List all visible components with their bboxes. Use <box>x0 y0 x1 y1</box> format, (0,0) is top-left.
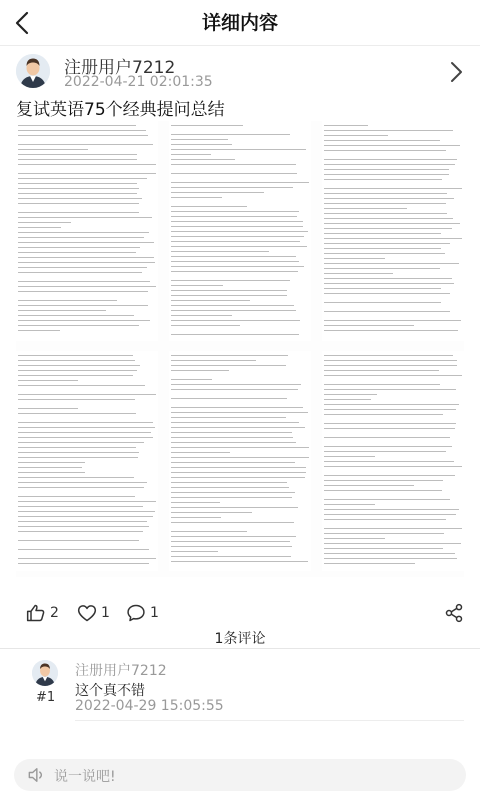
comment-count-label: 1条评论 <box>214 631 266 647</box>
document-text-line <box>18 394 156 395</box>
document-text-line <box>18 399 135 400</box>
document-text-line <box>171 216 297 217</box>
document-text-line <box>171 251 269 252</box>
document-text-line <box>18 222 71 223</box>
document-text-line <box>324 409 456 410</box>
document-text-line <box>171 295 287 296</box>
document-text-line <box>18 375 133 376</box>
heart-icon <box>77 603 97 623</box>
document-text-line <box>171 261 299 262</box>
document-text-line <box>18 193 137 194</box>
document-text-line <box>324 394 377 395</box>
post-title: 复试英语75个经典提问总结 <box>16 100 225 120</box>
document-page <box>16 121 158 341</box>
document-text-line <box>171 442 296 443</box>
document-text-line <box>18 232 149 233</box>
document-text-line <box>171 561 308 562</box>
document-text-line <box>171 134 290 135</box>
document-text-line <box>324 288 441 289</box>
document-text-line <box>171 389 298 390</box>
document-text-line <box>324 233 441 234</box>
document-text-line <box>18 149 88 150</box>
document-text-line <box>18 442 144 443</box>
document-text-line <box>18 563 149 564</box>
divider <box>0 648 480 649</box>
document-text-line <box>171 300 250 301</box>
document-text-line <box>324 365 457 366</box>
document-text-line <box>18 427 155 428</box>
comment-item <box>0 660 480 750</box>
document-text-line <box>171 246 307 247</box>
document-text-line <box>171 398 287 399</box>
document-text-line <box>324 253 445 254</box>
document-text-line <box>324 302 441 303</box>
document-text-line <box>18 267 147 268</box>
document-text-line <box>324 548 443 549</box>
document-text-line <box>18 247 140 248</box>
document-text-line <box>171 427 305 428</box>
document-text-line <box>18 203 139 204</box>
document-text-line <box>18 217 152 218</box>
document-text-line <box>18 506 143 507</box>
document-text-line <box>171 507 298 508</box>
document-text-line <box>18 487 144 488</box>
document-text-line <box>324 330 458 331</box>
document-text-line <box>18 262 155 263</box>
document-text-line <box>324 485 414 486</box>
comment-bubble-icon <box>126 603 146 623</box>
document-text-line <box>18 408 78 409</box>
document-text-line <box>324 451 446 452</box>
document-text-line <box>171 512 252 513</box>
document-text-line <box>18 252 136 253</box>
document-text-line <box>324 203 446 204</box>
document-text-line <box>171 125 243 126</box>
document-text-line <box>18 154 137 155</box>
document-text-line <box>171 305 294 306</box>
document-text-line <box>18 526 149 527</box>
share-button[interactable] <box>444 600 464 626</box>
document-text-line <box>324 159 457 160</box>
post-timestamp: 2022-04-21 02:01:35 <box>64 74 213 90</box>
favorite-count: 1 <box>101 605 110 621</box>
document-text-line <box>171 365 286 366</box>
document-text-line <box>324 273 393 274</box>
document-text-line <box>18 558 156 559</box>
document-text-line <box>18 125 136 126</box>
document-text-line <box>18 549 149 550</box>
document-text-line <box>171 211 299 212</box>
document-text-line <box>324 533 444 534</box>
document-text-line <box>324 248 441 249</box>
document-text-line <box>324 278 452 279</box>
document-text-line <box>324 293 450 294</box>
document-text-line <box>324 213 447 214</box>
document-text-line <box>324 437 450 438</box>
document-text-line <box>171 412 308 413</box>
document-text-line <box>18 467 82 468</box>
document-text-line <box>324 423 456 424</box>
document-text-line <box>324 504 375 505</box>
document-page <box>16 351 158 571</box>
document-text-line <box>18 281 150 282</box>
document-text-line <box>18 320 150 321</box>
document-text-line <box>18 511 155 512</box>
comment-author[interactable]: 注册用户7212 <box>75 663 167 679</box>
document-text-line <box>171 266 304 267</box>
document-text-line <box>324 188 462 189</box>
document-text-line <box>18 501 156 502</box>
document-text-line <box>171 407 303 408</box>
document-text-line <box>324 490 442 491</box>
comment-avatar[interactable] <box>32 660 58 686</box>
document-text-line <box>171 447 309 448</box>
document-text-line <box>171 290 287 291</box>
document-text-line <box>324 428 455 429</box>
document-text-line <box>171 437 293 438</box>
avatar[interactable] <box>16 54 50 88</box>
document-text-line <box>18 521 147 522</box>
document-text-line <box>324 543 461 544</box>
document-text-line <box>171 256 296 257</box>
post-author-row[interactable] <box>0 52 480 94</box>
document-text-line <box>18 310 106 311</box>
comment-text: 这个真不错 <box>75 683 145 699</box>
document-text-line <box>171 467 306 468</box>
document-text-line <box>171 472 306 473</box>
document-text-line <box>171 379 212 380</box>
page-title: 详细内容 <box>201 12 278 34</box>
document-text-line <box>171 280 290 281</box>
document-text-line <box>324 499 450 500</box>
document-text-line <box>18 325 139 326</box>
document-text-line <box>171 536 296 537</box>
document-text-line <box>171 360 256 361</box>
document-text-line <box>171 206 247 207</box>
document-text-line <box>171 497 292 498</box>
document-text-line <box>324 228 452 229</box>
document-text-line <box>324 558 457 559</box>
document-text-line <box>171 236 304 237</box>
document-text-line <box>171 482 287 483</box>
document-text-line <box>18 183 137 184</box>
document-text-line <box>171 522 294 523</box>
document-text-line <box>324 208 407 209</box>
document-text-line <box>18 315 134 316</box>
document-text-line <box>18 413 136 414</box>
document-text-line <box>324 130 453 131</box>
document-text-line <box>324 145 460 146</box>
document-text-line <box>171 154 211 155</box>
document-text-line <box>18 130 146 131</box>
document-text-line <box>171 226 303 227</box>
document-text-line <box>18 164 156 165</box>
document-text-line <box>324 125 368 126</box>
document-text-line <box>324 384 440 385</box>
document-text-line <box>324 514 456 515</box>
document-text-line <box>171 173 297 174</box>
document-text-line <box>18 472 85 473</box>
document-page <box>169 121 311 341</box>
document-text-line <box>18 360 135 361</box>
document-text-line <box>171 546 292 547</box>
document-text-line <box>18 188 139 189</box>
document-text-line <box>324 164 455 165</box>
document-text-line <box>18 432 151 433</box>
document-text-line <box>171 541 290 542</box>
document-text-line <box>18 355 133 356</box>
post-actions <box>0 598 480 630</box>
document-text-line <box>324 446 452 447</box>
favorite-button[interactable] <box>77 600 110 626</box>
document-text-line <box>18 370 137 371</box>
document-text-line <box>171 417 286 418</box>
document-text-line <box>324 480 443 481</box>
document-text-line <box>171 502 220 503</box>
document-text-line <box>18 477 134 478</box>
comment-divider <box>75 720 464 721</box>
document-text-line <box>324 325 414 326</box>
document-text-line <box>171 457 309 458</box>
document-text-line <box>18 305 148 306</box>
document-text-line <box>18 330 60 331</box>
document-text-line <box>324 519 446 520</box>
document-text-line <box>18 300 117 301</box>
document-text-line <box>324 399 371 400</box>
document-text-line <box>171 334 299 335</box>
document-text-line <box>171 197 222 198</box>
document-text-line <box>171 432 292 433</box>
document-text-line <box>324 193 447 194</box>
document-text-line <box>171 159 235 160</box>
document-text-line <box>324 528 462 529</box>
comment-input-bar <box>0 750 480 800</box>
document-text-line <box>324 243 450 244</box>
document-text-line <box>171 370 229 371</box>
document-text-line <box>18 159 137 160</box>
document-text-line <box>18 447 136 448</box>
document-text-line <box>171 422 299 423</box>
document-text-line <box>324 538 385 539</box>
document-text-line <box>18 272 142 273</box>
document-text-line <box>324 509 459 510</box>
document-text-line <box>18 257 154 258</box>
document-text-line <box>324 140 440 141</box>
thumbs-up-icon <box>26 603 46 623</box>
document-text-line <box>171 285 223 286</box>
like-button[interactable] <box>26 600 59 626</box>
document-text-line <box>324 414 443 415</box>
header-bar <box>0 0 480 46</box>
document-text-line <box>18 227 61 228</box>
document-text-line <box>171 325 240 326</box>
document-text-line <box>171 139 228 140</box>
document-text-line <box>18 437 153 438</box>
comment-count-inline: 1 <box>150 605 159 621</box>
document-text-line <box>171 182 309 183</box>
document-text-line <box>324 238 462 239</box>
document-text-line <box>324 283 454 284</box>
document-text-line <box>18 198 142 199</box>
document-text-line <box>324 389 456 390</box>
document-text-line <box>324 258 385 259</box>
document-page <box>322 121 464 341</box>
document-text-line <box>324 355 453 356</box>
document-text-line <box>171 355 288 356</box>
document-text-line <box>324 263 459 264</box>
document-text-line <box>324 370 439 371</box>
document-text-line <box>171 487 289 488</box>
chevron-right-icon <box>446 60 466 84</box>
document-text-line <box>18 135 148 136</box>
document-text-line <box>171 531 247 532</box>
document-text-line <box>18 286 156 287</box>
document-text-line <box>18 212 139 213</box>
document-text-line <box>324 169 449 170</box>
document-text-line <box>171 517 221 518</box>
document-text-line <box>18 540 139 541</box>
author-detail-button[interactable] <box>446 60 466 84</box>
document-text-line <box>171 231 308 232</box>
document-text-line <box>18 422 153 423</box>
document-text-line <box>171 452 230 453</box>
document-text-line <box>324 461 454 462</box>
comment-input[interactable] <box>14 759 466 791</box>
document-text-line <box>171 192 264 193</box>
document-text-line <box>18 144 153 145</box>
document-text-line <box>324 456 375 457</box>
document-text-line <box>324 360 457 361</box>
document-text-line <box>18 482 147 483</box>
document-text-line <box>324 150 446 151</box>
document-text-line <box>171 221 303 222</box>
author-name[interactable]: 注册用户7212 <box>64 58 176 78</box>
document-text-line <box>324 135 388 136</box>
document-text-line <box>171 384 301 385</box>
comment-rank: #1 <box>36 690 56 705</box>
share-icon <box>444 603 464 623</box>
document-text-line <box>171 551 218 552</box>
document-text-line <box>324 375 462 376</box>
document-text-line <box>324 553 455 554</box>
speaker-icon <box>26 765 46 785</box>
document-text-line <box>18 291 148 292</box>
document-text-line <box>18 242 154 243</box>
document-text-line <box>18 516 153 517</box>
document-text-line <box>324 198 454 199</box>
document-text-line <box>18 385 145 386</box>
document-text-line <box>18 531 143 532</box>
document-text-line <box>324 179 442 180</box>
document-text-line <box>18 457 138 458</box>
document-image[interactable] <box>16 121 464 577</box>
document-page <box>322 351 464 571</box>
comment-timestamp: 2022-04-29 15:05:55 <box>75 698 224 714</box>
document-text-line <box>18 380 78 381</box>
document-text-line <box>171 187 293 188</box>
document-text-line <box>171 556 291 557</box>
document-text-line <box>171 320 300 321</box>
document-text-line <box>171 144 232 145</box>
document-text-line <box>324 218 453 219</box>
document-text-line <box>171 164 296 165</box>
document-text-line <box>324 475 455 476</box>
document-text-line <box>18 173 156 174</box>
document-text-line <box>324 174 449 175</box>
document-text-line <box>324 311 450 312</box>
comment-button[interactable] <box>126 600 159 626</box>
document-text-line <box>171 310 296 311</box>
document-text-line <box>171 271 298 272</box>
document-page <box>169 351 311 571</box>
document-text-line <box>18 462 85 463</box>
document-text-line <box>171 315 232 316</box>
document-text-line <box>324 320 461 321</box>
document-text-line <box>324 466 462 467</box>
document-text-line <box>18 452 139 453</box>
document-text-line <box>324 268 440 269</box>
document-text-line <box>171 149 306 150</box>
document-text-line <box>18 237 144 238</box>
document-text-line <box>18 365 140 366</box>
document-text-line <box>324 223 460 224</box>
document-text-line <box>171 492 295 493</box>
like-count: 2 <box>50 605 59 621</box>
document-text-line <box>171 241 300 242</box>
document-text-line <box>18 178 147 179</box>
document-text-line <box>324 404 459 405</box>
comment-input-placeholder: 说一说吧! <box>54 769 116 785</box>
document-text-line <box>171 477 305 478</box>
document-text-line <box>18 496 135 497</box>
document-text-line <box>171 462 295 463</box>
document-text-line <box>324 563 415 564</box>
